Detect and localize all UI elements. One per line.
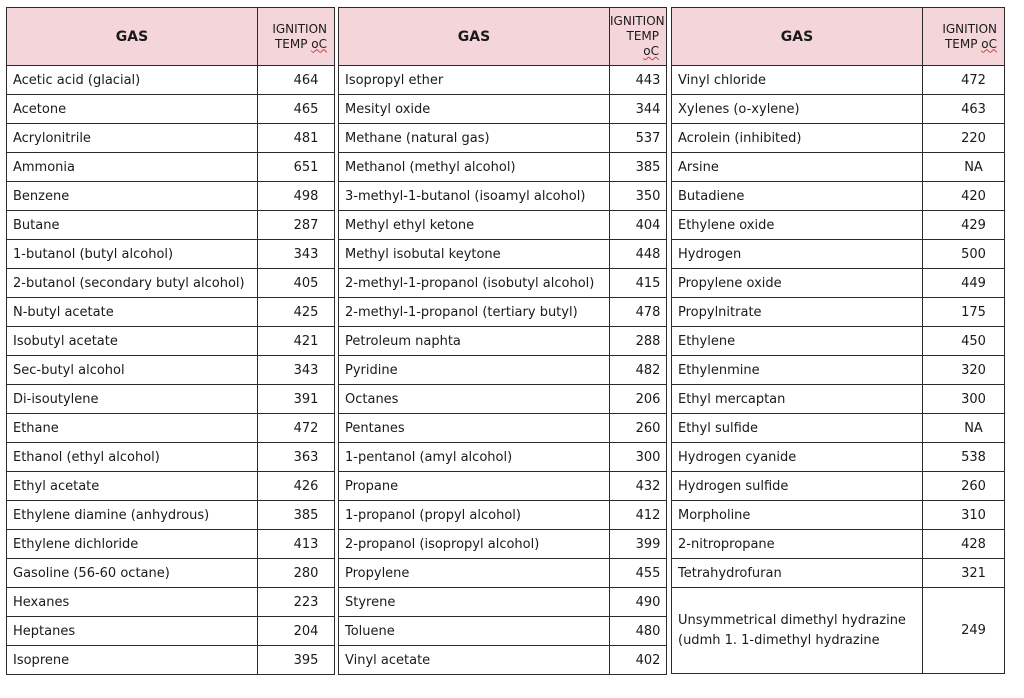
gas-name: Octanes: [339, 385, 610, 414]
ignition-temp: 413: [258, 530, 335, 559]
table-row: [339, 269, 667, 298]
table-row: [672, 385, 1005, 414]
ignition-temp: 428: [923, 530, 1005, 559]
ignition-temp: 399: [610, 530, 667, 559]
ignition-temp: 175: [923, 298, 1005, 327]
table-row: [339, 356, 667, 385]
table-row: [672, 472, 1005, 501]
table-row: [339, 240, 667, 269]
ignition-temp: 429: [923, 211, 1005, 240]
table-row: [7, 617, 335, 646]
ignition-temp-header-line2: TEMP: [944, 36, 982, 51]
table-row: [339, 617, 667, 646]
gas-name: Hydrogen sulfide: [672, 472, 923, 501]
ignition-temp-unit: oC: [981, 36, 997, 51]
ignition-temp: 300: [923, 385, 1005, 414]
gas-name: Ethylene: [672, 327, 923, 356]
table-row: [7, 298, 335, 327]
gas-name: Methyl ethyl ketone: [339, 211, 610, 240]
ignition-temp: 320: [923, 356, 1005, 385]
table-row: [339, 530, 667, 559]
table-row: [339, 298, 667, 327]
ignition-temp: 425: [258, 298, 335, 327]
table-row: [339, 646, 667, 675]
table-row: [7, 66, 335, 95]
table-row: [7, 356, 335, 385]
gas-name: Ethane: [7, 414, 258, 443]
ignition-temp: 538: [923, 443, 1005, 472]
gas-name: 1-pentanol (amyl alcohol): [339, 443, 610, 472]
ignition-temp: 448: [610, 240, 667, 269]
ignition-temp: 472: [923, 66, 1005, 95]
gas-name: Pyridine: [339, 356, 610, 385]
ignition-temp: 482: [610, 356, 667, 385]
ignition-temp: 280: [258, 559, 335, 588]
ignition-temp: 498: [258, 182, 335, 211]
table-row: [339, 66, 667, 95]
table-row: [7, 501, 335, 530]
table-row: [339, 95, 667, 124]
ignition-temp: 421: [258, 327, 335, 356]
table-row: [339, 501, 667, 530]
table-row: [672, 153, 1005, 182]
gas-name: Ethylene dichloride: [7, 530, 258, 559]
ignition-temp: NA: [923, 414, 1005, 443]
table-row: [339, 414, 667, 443]
table-row: [339, 211, 667, 240]
table-row: [7, 588, 335, 617]
gas-name: Acetic acid (glacial): [7, 66, 258, 95]
gas-name: Hexanes: [7, 588, 258, 617]
gas-name: Acetone: [7, 95, 258, 124]
gas-header: GAS: [339, 8, 610, 66]
ignition-temp: 432: [610, 472, 667, 501]
table-row: [7, 414, 335, 443]
ignition-temp: 490: [610, 588, 667, 617]
gas-name: Ammonia: [7, 153, 258, 182]
ignition-temp-header: [258, 8, 335, 66]
table-row: [7, 211, 335, 240]
table-row: [339, 327, 667, 356]
gas-name: Arsine: [672, 153, 923, 182]
ignition-temp: 402: [610, 646, 667, 675]
gas-name: Vinyl acetate: [339, 646, 610, 675]
gas-name: Pentanes: [339, 414, 610, 443]
gas-name: Butane: [7, 211, 258, 240]
header-row: [339, 8, 667, 66]
gas-name: Tetrahydrofuran: [672, 559, 923, 588]
table-row: [7, 240, 335, 269]
ignition-temp: 344: [610, 95, 667, 124]
table-row: [7, 182, 335, 211]
table-row: [7, 472, 335, 501]
ignition-temp-header: [610, 8, 667, 66]
table-row: [339, 385, 667, 414]
ignition-temp: 465: [258, 95, 335, 124]
ignition-temp: 480: [610, 617, 667, 646]
gas-name: Ethylene oxide: [672, 211, 923, 240]
ignition-temp: 404: [610, 211, 667, 240]
ignition-temp: 249: [923, 588, 1005, 674]
ignition-temp: 455: [610, 559, 667, 588]
ignition-table-1: [6, 7, 335, 675]
ignition-temp: 343: [258, 240, 335, 269]
table-row: [7, 559, 335, 588]
table-row: [339, 472, 667, 501]
table-row: [672, 501, 1005, 530]
gas-name: Ethylene diamine (anhydrous): [7, 501, 258, 530]
ignition-temp: 426: [258, 472, 335, 501]
ignition-temp-header-line1: IGNITION: [272, 21, 327, 36]
table-row: [339, 182, 667, 211]
table-row: [7, 124, 335, 153]
table-row: [339, 559, 667, 588]
gas-name: Styrene: [339, 588, 610, 617]
gas-name: 2-butanol (secondary butyl alcohol): [7, 269, 258, 298]
table-row: [7, 95, 335, 124]
gas-name: 1-butanol (butyl alcohol): [7, 240, 258, 269]
ignition-temp: 363: [258, 443, 335, 472]
ignition-temp-unit: oC: [643, 44, 659, 58]
table-row: [672, 182, 1005, 211]
gas-name: Acrylonitrile: [7, 124, 258, 153]
ignition-temp: 350: [610, 182, 667, 211]
table-row: [672, 327, 1005, 356]
ignition-temp-header-line2: TEMP: [626, 29, 659, 43]
ignition-temp: 478: [610, 298, 667, 327]
gas-name: 2-methyl-1-propanol (isobutyl alcohol): [339, 269, 610, 298]
gas-header: GAS: [7, 8, 258, 66]
gas-name: Methyl isobutal keytone: [339, 240, 610, 269]
table-row: [7, 443, 335, 472]
table-row: [7, 530, 335, 559]
gas-name: 2-propanol (isopropyl alcohol): [339, 530, 610, 559]
gas-header: GAS: [672, 8, 923, 66]
ignition-temp: 287: [258, 211, 335, 240]
ignition-table-2: [338, 7, 667, 675]
table-row: [7, 385, 335, 414]
gas-name: 2-nitropropane: [672, 530, 923, 559]
gas-name: Ethylenmine: [672, 356, 923, 385]
ignition-temp: 395: [258, 646, 335, 675]
ignition-temp: 385: [610, 153, 667, 182]
table-row: [7, 153, 335, 182]
gas-name: 2-methyl-1-propanol (tertiary butyl): [339, 298, 610, 327]
ignition-temp: 405: [258, 269, 335, 298]
gas-name: Methanol (methyl alcohol): [339, 153, 610, 182]
table-row: [672, 66, 1005, 95]
gas-name: Isopropyl ether: [339, 66, 610, 95]
ignition-temp: 420: [923, 182, 1005, 211]
ignition-temp: 449: [923, 269, 1005, 298]
ignition-temp-header-line2: TEMP: [274, 36, 312, 51]
table-row: [672, 443, 1005, 472]
table-row: [672, 588, 1005, 674]
gas-name: Toluene: [339, 617, 610, 646]
ignition-temp: 391: [258, 385, 335, 414]
table-row: [672, 414, 1005, 443]
gas-name: Propylene oxide: [672, 269, 923, 298]
ignition-temp: 464: [258, 66, 335, 95]
table-row: [7, 269, 335, 298]
table-row: [7, 327, 335, 356]
gas-name: Heptanes: [7, 617, 258, 646]
gas-name: Methane (natural gas): [339, 124, 610, 153]
gas-name: Hydrogen cyanide: [672, 443, 923, 472]
gas-name: Vinyl chloride: [672, 66, 923, 95]
table-row: [672, 95, 1005, 124]
gas-name: Ethanol (ethyl alcohol): [7, 443, 258, 472]
table-row: [672, 356, 1005, 385]
ignition-temp: 481: [258, 124, 335, 153]
ignition-temp: 472: [258, 414, 335, 443]
ignition-temp: 443: [610, 66, 667, 95]
gas-name: Xylenes (o-xylene): [672, 95, 923, 124]
gas-name: Hydrogen: [672, 240, 923, 269]
ignition-temp-unit: oC: [311, 36, 327, 51]
ignition-temp: 223: [258, 588, 335, 617]
ignition-temp-header: [923, 8, 1005, 66]
gas-name: Ethyl sulfide: [672, 414, 923, 443]
table-row: [339, 443, 667, 472]
gas-name: Butadiene: [672, 182, 923, 211]
gas-name: Isoprene: [7, 646, 258, 675]
ignition-temp: NA: [923, 153, 1005, 182]
gas-name: Propane: [339, 472, 610, 501]
ignition-temp: 385: [258, 501, 335, 530]
ignition-temp: 500: [923, 240, 1005, 269]
table-row: [672, 530, 1005, 559]
gas-name: Gasoline (56-60 octane): [7, 559, 258, 588]
ignition-temp: 206: [610, 385, 667, 414]
table-row: [672, 269, 1005, 298]
gas-name: Propylnitrate: [672, 298, 923, 327]
ignition-temp-header-line1: IGNITION: [610, 14, 665, 28]
gas-name: Propylene: [339, 559, 610, 588]
table-row: [672, 240, 1005, 269]
ignition-temp: 463: [923, 95, 1005, 124]
table-row: [672, 559, 1005, 588]
gas-name: Ethyl acetate: [7, 472, 258, 501]
header-row: [7, 8, 335, 66]
gas-name: Benzene: [7, 182, 258, 211]
gas-name: Acrolein (inhibited): [672, 124, 923, 153]
ignition-table-3: [671, 7, 1005, 674]
table-row: [339, 588, 667, 617]
gas-name: Isobutyl acetate: [7, 327, 258, 356]
ignition-temp: 412: [610, 501, 667, 530]
gas-name: Mesityl oxide: [339, 95, 610, 124]
ignition-temp: 310: [923, 501, 1005, 530]
table-row: [339, 124, 667, 153]
header-row: [672, 8, 1005, 66]
gas-name: Ethyl mercaptan: [672, 385, 923, 414]
gas-name: 1-propanol (propyl alcohol): [339, 501, 610, 530]
ignition-temp: 537: [610, 124, 667, 153]
table-row: [672, 124, 1005, 153]
gas-name: N-butyl acetate: [7, 298, 258, 327]
ignition-temp: 450: [923, 327, 1005, 356]
ignition-temp: 220: [923, 124, 1005, 153]
ignition-temp: 343: [258, 356, 335, 385]
ignition-temp: 651: [258, 153, 335, 182]
gas-name: Morpholine: [672, 501, 923, 530]
ignition-temp-header-line1: IGNITION: [942, 21, 997, 36]
ignition-temp: 260: [610, 414, 667, 443]
ignition-temp: 321: [923, 559, 1005, 588]
ignition-temp: 288: [610, 327, 667, 356]
table-row: [672, 298, 1005, 327]
gas-name: 3-methyl-1-butanol (isoamyl alcohol): [339, 182, 610, 211]
gas-name: Petroleum naphta: [339, 327, 610, 356]
table-row: [339, 153, 667, 182]
gas-name: Unsymmetrical dimethyl hydrazine (udmh 1. 1-dimethyl hydrazine: [672, 588, 923, 674]
ignition-temp: 260: [923, 472, 1005, 501]
gas-name: Di-isoutylene: [7, 385, 258, 414]
ignition-temp: 204: [258, 617, 335, 646]
table-row: [7, 646, 335, 675]
table-row: [672, 211, 1005, 240]
ignition-temp: 300: [610, 443, 667, 472]
ignition-temp: 415: [610, 269, 667, 298]
gas-name: Sec-butyl alcohol: [7, 356, 258, 385]
